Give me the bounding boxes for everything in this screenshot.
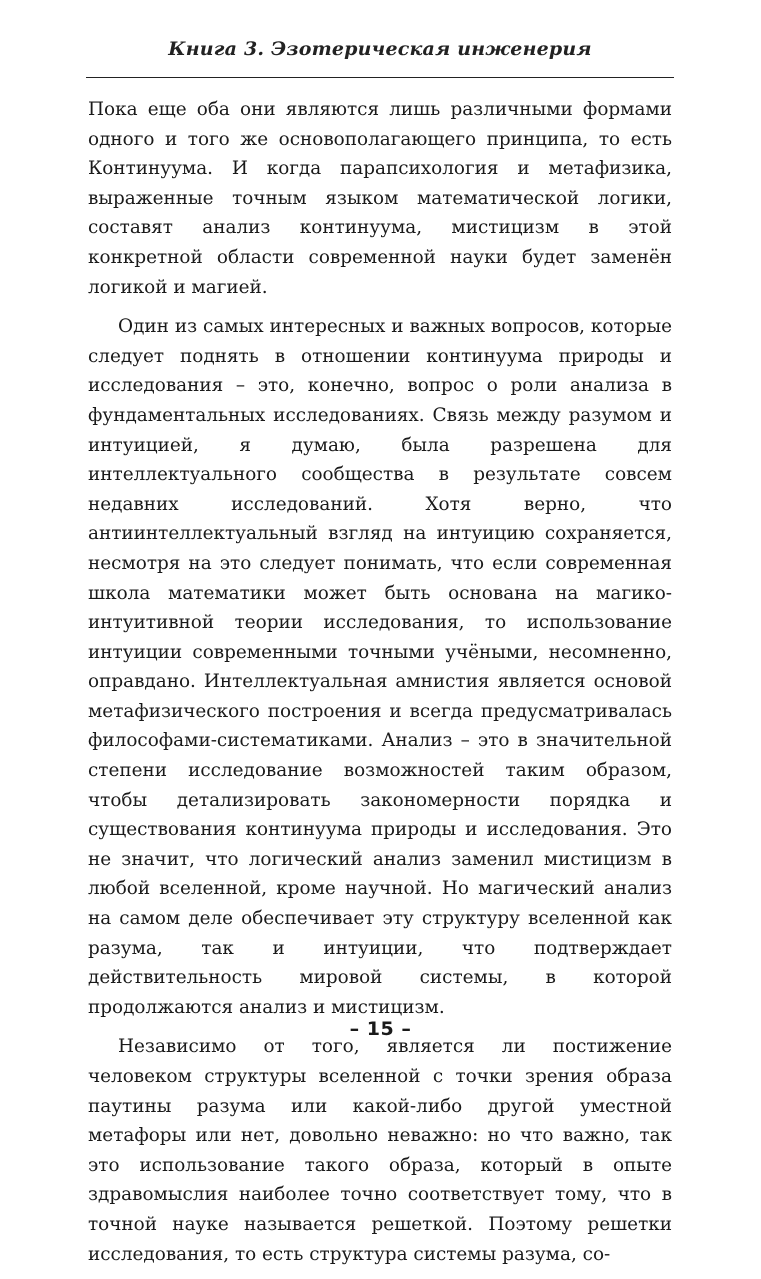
paragraph-2: Один из самых интересных и важных вопросов, которые следует поднять в отношении континуума природы и исследования – это, конечно, вопрос о роли анализа в фундаментальных исследованиях. Связь между разумом и интуицией, я думаю, была разрешена для интеллектуального сообщества в результате совсем недавних исследований. Хотя верно, что антиинтеллектуальный взгляд на интуицию сохраняется, несмотря на это следует понимать, что если современная школа математики может быть основана на магико-интуитивной теории исследования, то использование интуиции современными точными учёными, несомненно, оправдано. Интеллектуальная амнистия является основой метафизического построения и всегда предусматривалась философами-систематиками. Анализ – это в значительной степени исследование возможностей таким образом, чтобы детализировать закономерности порядка и существования континуума природы и исследования. Это не значит, что логический анализ заменил мистицизм в любой вселенной, кроме научной. Но магический анализ на самом деле обеспечивает эту структуру вселенной как разума, так и интуиции, что подтверждает действительность мировой системы, в которой продолжаются анализ и мистицизм.: [88, 316, 672, 1018]
header-rule: [86, 77, 674, 78]
running-header: Книга 3. Эзотерическая инженерия: [168, 38, 592, 60]
paragraph-1: Пока еще оба они являются лишь различными формами одного и того же основополагающего принципа, то есть Континуума. И когда парапсихология и метафизика, выраженные точным языком математической логики, составят анализ континуума, мистицизм в этой конкретной области современной науки будет заменён логикой и магией.: [88, 99, 672, 298]
paragraph-3: Независимо от того, является ли постижение человеком структуры вселенной с точки зрения образа паутины разума или какой-либо другой уместной метафоры или нет, довольно неважно: но что важно, так это использование такого образа, который в опыте здравомыслия наиболее точно соответствует тому, что в точной науке называется решеткой. Поэтому решетки исследования, то есть структура системы разума, со-: [88, 1036, 672, 1265]
body-text: [88, 95, 672, 1279]
page-number: – 15 –: [349, 1018, 412, 1040]
